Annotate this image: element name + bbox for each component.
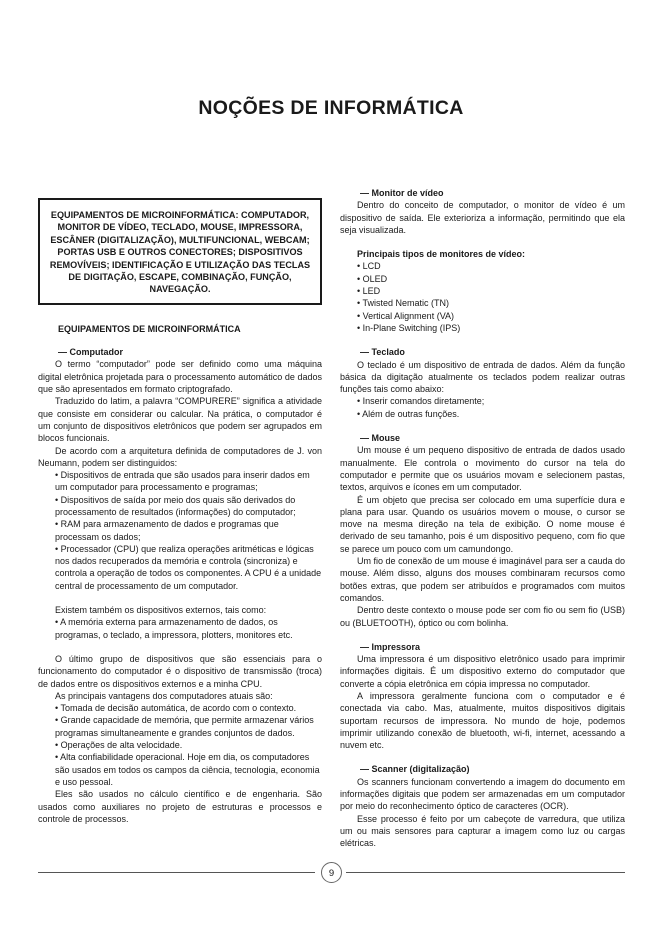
paragraph: Os scanners funcionam convertendo a imagem do documento em informações digitais que podem ser armazenadas em um computador por meio do reconhecimento óptico de caracteres (OCR). bbox=[340, 776, 625, 812]
paragraph: Um fio de conexão de um mouse é imaginável para ser a cauda do mouse. Além disso, alguns dos mouses combinaram recursos como botões extras, que podem ser atribuídos e programados com muitos comandos. bbox=[340, 556, 625, 603]
list-item: • Vertical Alignment (VA) bbox=[357, 310, 455, 321]
section-heading: EQUIPAMENTOS DE MICROINFORMÁTICA bbox=[58, 323, 241, 334]
left-column bbox=[38, 198, 322, 825]
footer-divider-left bbox=[38, 872, 315, 873]
list-item: • Dispositivos de entrada que são usados para inserir dados em um computador para processamento e programas; bbox=[55, 470, 310, 493]
scanner-heading: — Scanner (digitalização) bbox=[360, 764, 470, 775]
list-item: • In-Plane Switching (IPS) bbox=[357, 322, 461, 333]
list-item: • A memória externa para armazenamento de dados, os programas, o teclado, a impressora, plotters, monitores etc. bbox=[55, 617, 293, 640]
paragraph: O teclado é um dispositivo de entrada de dados. Além da função básica da digitação atualmente os teclados podem realizar outras funções tais como abaixo: bbox=[340, 359, 625, 395]
paragraph: Um mouse é um pequeno dispositivo de entrada de dados usado manualmente. Ele controla o movimento do cursor na tela do computador e permite que os usuários movam e selecionem pastas, textos, arquivos e ícones em um computador. bbox=[340, 445, 625, 493]
list-item: • Alta confiabilidade operacional. Hoje em dia, os computadores são usados em todos os campos da ciência, tecnologia, economia e uso pessoal. bbox=[55, 752, 320, 787]
paragraph: Traduzido do latim, a palavra “COMPURERE” significa a atividade que consiste em considerar ou calcular. Na prática, o computador é um conjunto de dispositivos eletrônicos que podem ser agrupados em blocos funcionais. bbox=[38, 396, 322, 444]
list-item: • Dispositivos de saída por meio dos quais são derivados do processamento de resultados (informações) do computador; bbox=[55, 494, 296, 517]
paragraph: Dentro do conceito de computador, o monitor de vídeo é um dispositivo de saída. Ele exterioriza a informação, permitindo que ela seja visualizada. bbox=[340, 200, 625, 235]
paragraph: Eles são usados no cálculo científico e de engenharia. São usados como auxiliares no projeto de estruturas e processos e controle de processos. bbox=[38, 789, 322, 824]
paragraph: O termo “computador” pode ser definido como uma máquina digital eletrônica projetada para o processamento automático de dados que são apresentados em formato criptografado. bbox=[38, 359, 322, 395]
paragraph: Dentro deste contexto o mouse pode ser com fio ou sem fio (USB) ou (BLUETOOTH), óptico ou com bolinha. bbox=[340, 605, 625, 628]
list-item: • Twisted Nematic (TN) bbox=[357, 298, 449, 309]
list-item: • Grande capacidade de memória, que permite armazenar vários programas simultaneamente e grandes conjuntos de dados. bbox=[55, 715, 314, 738]
impressora-heading: — Impressora bbox=[360, 641, 421, 652]
topic-box: EQUIPAMENTOS DE MICROINFORMÁTICA: COMPUTADOR, MONITOR DE VÍDEO, TECLADO, MOUSE, IMPRESSORA, ESCÂNER (DIGITALIZAÇÃO), MULTIFUNCIONAL, WEBCAM; PORTAS USB E OUTROS CONECTORES; DISPOSITIVOS REMOVÍVEIS; IDENTIFICAÇÃO E UTILIZAÇÃO DAS TECLAS DE DIGITAÇÃO, ESCAPE, COMBINAÇÃO, FUNÇÃO, NAVEGAÇÃO. bbox=[38, 198, 322, 305]
paragraph: É um objeto que precisa ser colocado em uma superfície dura e plana para usar. Quando os usuários movem o mouse, o cursor se move na mesma direção na tela de exibição. O nome mouse é derivado de seu tamanho, pois é um dispositivo pequeno, com fio que se parece um pouco com um camundongo. bbox=[340, 494, 625, 554]
list-item: • RAM para armazenamento de dados e programas que processam os dados; bbox=[55, 519, 279, 542]
list-item: • Tomada de decisão automática, de acordo com o contexto. bbox=[55, 703, 297, 714]
page-number: 9 bbox=[321, 862, 342, 883]
list-item: • LCD bbox=[357, 261, 381, 272]
right-column bbox=[340, 187, 625, 850]
list-item: • Inserir comandos diretamente; bbox=[357, 396, 485, 407]
list-item: • LED bbox=[357, 286, 381, 297]
monitor-types-heading: Principais tipos de monitores de vídeo: bbox=[357, 249, 526, 260]
paragraph: As principais vantagens dos computadores atuais são: bbox=[55, 690, 273, 701]
footer-divider-right bbox=[346, 872, 625, 873]
monitor-heading: — Monitor de vídeo bbox=[360, 188, 444, 198]
paragraph: Esse processo é feito por um cabeçote de varredura, que utiliza um ou mais sensores para capturar a imagem como luz ou cargas elétricas. bbox=[340, 813, 625, 849]
list-item: • Além de outras funções. bbox=[357, 408, 460, 419]
page-title: NOÇÕES DE INFORMÁTICA bbox=[198, 97, 464, 119]
paragraph: A impressora geralmente funciona com o computador e é conectada via cabo. Mas, atualmente, muitos dispositivos digitais suportam recursos de impressora. No mundo de hoje, podemos imprimir utilizando conexão de bluetooth, wi-fi, internet, acessando a nuvem etc. bbox=[340, 690, 625, 751]
computador-heading: — Computador bbox=[58, 347, 123, 358]
paragraph: Existem também os dispositivos externos, tais como: bbox=[55, 605, 267, 616]
list-item: • Operações de alta velocidade. bbox=[55, 740, 183, 751]
paragraph: De acordo com a arquitetura definida de computadores de J. von Neumann, podem ser distinguidos: bbox=[38, 445, 322, 468]
list-item: • Processador (CPU) que realiza operações aritméticas e lógicas nos dados recuperados da memória e controla (sincroniza) e controla a operação de todos os componentes. A CPU é a unidade central de processamento de um computador. bbox=[55, 543, 322, 591]
list-item: • OLED bbox=[357, 273, 388, 284]
teclado-heading: — Teclado bbox=[360, 347, 405, 358]
paragraph: Uma impressora é um dispositivo eletrônico usado para imprimir informações digitais. É um dispositivo externo do computador que converte a cópia eletrônica em cópia impressa no computador. bbox=[340, 654, 625, 689]
paragraph: O último grupo de dispositivos que são essenciais para o funcionamento do computador é o dispositivo de transmissão (troca) de dados entre os dispositivos externos e a minha CPU. bbox=[38, 653, 322, 689]
mouse-heading: — Mouse bbox=[360, 433, 401, 444]
